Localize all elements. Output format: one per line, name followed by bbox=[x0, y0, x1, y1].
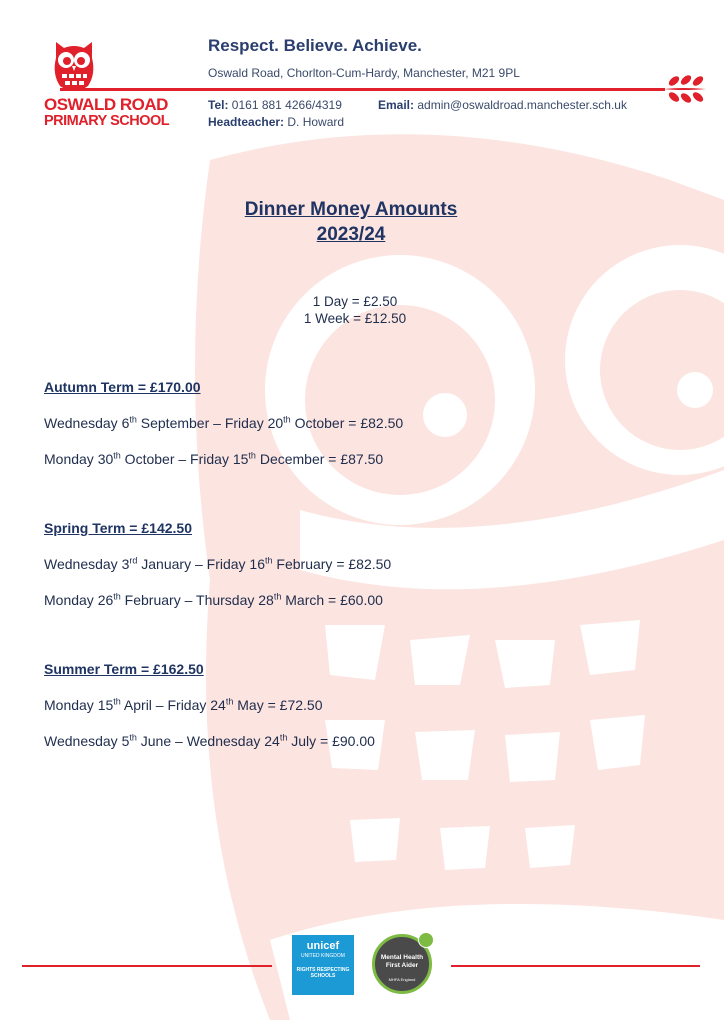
summer-period-1: Monday 15th April – Friday 24th May = £72.50 bbox=[44, 696, 323, 713]
spring-period-1: Wednesday 3rd January – Friday 16th February = £82.50 bbox=[44, 555, 392, 572]
rate-per-week: 1 Week = £12.50 bbox=[303, 311, 407, 326]
contact-left bbox=[208, 97, 344, 131]
autumn-period-1: Wednesday 6th September – Friday 20th October = £82.50 bbox=[44, 414, 404, 431]
headteacher-line: Headteacher: D. Howard bbox=[208, 115, 345, 129]
leaf-icon bbox=[662, 72, 708, 106]
school-motto: Respect. Believe. Achieve. bbox=[208, 36, 422, 55]
telephone-line: Tel: 0161 881 4266/4319 bbox=[208, 98, 342, 112]
school-address: Oswald Road, Chorlton-Cum-Hardy, Manchester, M21 9PL bbox=[208, 66, 520, 80]
school-name-line2: PRIMARY SCHOOL bbox=[44, 113, 170, 129]
summer-term-heading: Summer Term = £162.50 bbox=[44, 661, 204, 677]
page-subtitle-year: 2023/24 bbox=[316, 224, 386, 245]
mhfa-green-icon bbox=[418, 932, 434, 948]
unicef-rrs-badge: unicef UNITED KINGDOM RIGHTS RESPECTING SCHOOLS bbox=[292, 935, 354, 995]
autumn-term-heading: Autumn Term = £170.00 bbox=[44, 379, 201, 395]
footer-divider-right bbox=[451, 965, 700, 967]
rate-per-day: 1 Day = £2.50 bbox=[312, 294, 398, 309]
spring-term-heading: Spring Term = £142.50 bbox=[44, 520, 192, 536]
spring-period-2: Monday 26th February – Thursday 28th March = £60.00 bbox=[44, 591, 383, 608]
headteacher-name: D. Howard bbox=[287, 115, 345, 129]
school-name-line1: OSWALD ROAD bbox=[44, 95, 168, 114]
autumn-period-2: Monday 30th October – Friday 15th December = £87.50 bbox=[44, 450, 384, 467]
telephone-number: 0161 881 4266/4319 bbox=[231, 98, 342, 112]
summer-period-2: Wednesday 5th June – Wednesday 24th July = £90.00 bbox=[44, 732, 375, 749]
mental-health-first-aider-badge: Mental Health First Aider MHFA England bbox=[372, 934, 432, 994]
footer-divider-left bbox=[22, 965, 272, 967]
contact-right bbox=[378, 97, 627, 114]
page-title: Dinner Money Amounts bbox=[244, 199, 458, 220]
email-line: Email: admin@oswaldroad.manchester.sch.uk bbox=[378, 98, 627, 112]
header-divider bbox=[60, 88, 665, 91]
email-address[interactable]: admin@oswaldroad.manchester.sch.uk bbox=[417, 98, 627, 112]
